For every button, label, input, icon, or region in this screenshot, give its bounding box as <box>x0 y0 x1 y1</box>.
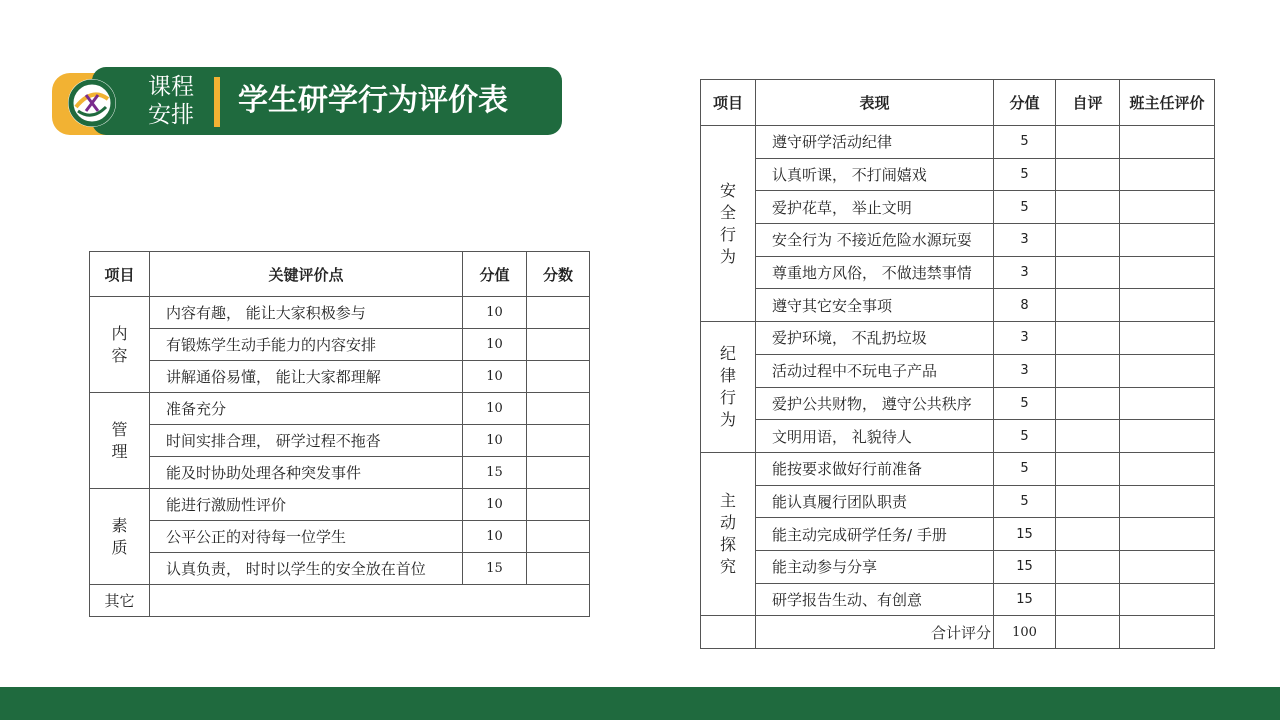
teacher-eval-total-cell[interactable] <box>1120 616 1215 649</box>
teacher-eval-cell[interactable] <box>1120 452 1215 485</box>
self-eval-cell[interactable] <box>1056 322 1120 355</box>
evaluation-point: 能进行激励性评价 <box>150 489 463 521</box>
score-value: 10 <box>463 393 527 425</box>
teacher-eval-cell[interactable] <box>1120 158 1215 191</box>
teacher-eval-cell[interactable] <box>1120 387 1215 420</box>
score-value: 3 <box>994 354 1056 387</box>
banner-divider <box>214 77 220 127</box>
table-row <box>701 518 1215 551</box>
category-label: 主动探究 <box>719 491 736 577</box>
banner-subtitle <box>148 73 208 129</box>
score-value: 10 <box>463 521 527 553</box>
teacher-eval-cell[interactable] <box>1120 518 1215 551</box>
category-label: 素质 <box>111 515 128 557</box>
table-row <box>701 485 1215 518</box>
teacher-eval-cell[interactable] <box>1120 420 1215 453</box>
self-eval-cell[interactable] <box>1056 158 1120 191</box>
behavior-item: 文明用语， 礼貌待人 <box>756 420 994 453</box>
page-title: 学生研学行为评价表 <box>238 83 508 118</box>
category-label: 管理 <box>111 419 128 461</box>
self-eval-cell[interactable] <box>1056 420 1120 453</box>
self-eval-cell[interactable] <box>1056 354 1120 387</box>
category-cell <box>90 489 150 585</box>
self-eval-cell[interactable] <box>1056 126 1120 159</box>
header-cell: 分值 <box>463 252 527 297</box>
teacher-eval-cell[interactable] <box>1120 191 1215 224</box>
score-value: 5 <box>994 485 1056 518</box>
table-header-row <box>90 252 590 297</box>
category-cell <box>701 452 756 615</box>
score-value: 5 <box>994 158 1056 191</box>
score-value: 15 <box>463 457 527 489</box>
score-input-cell[interactable] <box>527 457 590 489</box>
table-row <box>701 289 1215 322</box>
table-row <box>90 329 590 361</box>
evaluation-point: 准备充分 <box>150 393 463 425</box>
behavior-item: 活动过程中不玩电子产品 <box>756 354 994 387</box>
total-empty-cell <box>701 616 756 649</box>
behavior-item: 能按要求做好行前准备 <box>756 452 994 485</box>
evaluation-point: 公平公正的对待每一位学生 <box>150 521 463 553</box>
behavior-item: 尊重地方风俗， 不做违禁事情 <box>756 256 994 289</box>
table-row <box>701 387 1215 420</box>
table-row <box>90 553 590 585</box>
table-header-row <box>701 80 1215 126</box>
table-row <box>90 457 590 489</box>
behavior-item: 认真听课， 不打闹嬉戏 <box>756 158 994 191</box>
table-row <box>701 420 1215 453</box>
score-value: 10 <box>463 425 527 457</box>
evaluation-point: 讲解通俗易懂， 能让大家都理解 <box>150 361 463 393</box>
score-value: 5 <box>994 387 1056 420</box>
score-value: 10 <box>463 329 527 361</box>
self-eval-total-cell[interactable] <box>1056 616 1120 649</box>
other-label: 其它 <box>90 585 150 617</box>
score-input-cell[interactable] <box>527 361 590 393</box>
self-eval-cell[interactable] <box>1056 387 1120 420</box>
table-row <box>90 297 590 329</box>
self-eval-cell[interactable] <box>1056 191 1120 224</box>
teacher-eval-cell[interactable] <box>1120 354 1215 387</box>
self-eval-cell[interactable] <box>1056 289 1120 322</box>
category-label: 安全行为 <box>719 180 736 266</box>
banner-subtitle-line2: 安排 <box>148 102 194 128</box>
behavior-item: 能认真履行团队职责 <box>756 485 994 518</box>
score-value: 15 <box>994 518 1056 551</box>
score-value: 15 <box>994 550 1056 583</box>
other-input-cell[interactable] <box>150 585 590 617</box>
table-row <box>701 158 1215 191</box>
score-value: 8 <box>994 289 1056 322</box>
score-input-cell[interactable] <box>527 297 590 329</box>
evaluation-point: 有锻炼学生动手能力的内容安排 <box>150 329 463 361</box>
score-value: 5 <box>994 191 1056 224</box>
category-cell <box>90 297 150 393</box>
header-cell: 项目 <box>90 252 150 297</box>
self-eval-cell[interactable] <box>1056 256 1120 289</box>
behavior-item: 安全行为 不接近危险水源玩耍 <box>756 224 994 257</box>
category-label: 内容 <box>111 323 128 365</box>
header-cell: 自评 <box>1056 80 1120 126</box>
behavior-item: 遵守其它安全事项 <box>756 289 994 322</box>
total-value: 100 <box>994 616 1056 649</box>
behavior-item: 爱护花草， 举止文明 <box>756 191 994 224</box>
evaluation-point: 时间实排合理， 研学过程不拖沓 <box>150 425 463 457</box>
category-label: 纪律行为 <box>719 344 736 429</box>
score-input-cell[interactable] <box>527 521 590 553</box>
behavior-item: 爱护环境， 不乱扔垃圾 <box>756 322 994 355</box>
behavior-item: 能主动参与分享 <box>756 550 994 583</box>
teacher-eval-cell[interactable] <box>1120 289 1215 322</box>
category-cell <box>90 393 150 489</box>
header-cell: 关键评价点 <box>150 252 463 297</box>
evaluation-point: 能及时协助处理各种突发事件 <box>150 457 463 489</box>
score-value: 10 <box>463 297 527 329</box>
self-eval-cell[interactable] <box>1056 224 1120 257</box>
score-input-cell[interactable] <box>527 425 590 457</box>
header-cell: 班主任评价 <box>1120 80 1215 126</box>
table-row <box>701 583 1215 616</box>
self-eval-cell[interactable] <box>1056 583 1120 616</box>
total-label: 合计评分 <box>756 616 994 649</box>
score-value: 5 <box>994 452 1056 485</box>
score-value: 10 <box>463 361 527 393</box>
teacher-eval-cell[interactable] <box>1120 550 1215 583</box>
score-input-cell[interactable] <box>527 329 590 361</box>
score-input-cell[interactable] <box>527 553 590 585</box>
table-row <box>701 126 1215 159</box>
self-eval-cell[interactable] <box>1056 518 1120 551</box>
header-cell: 表现 <box>756 80 994 126</box>
table-row <box>90 361 590 393</box>
teacher-eval-cell[interactable] <box>1120 322 1215 355</box>
score-input-cell[interactable] <box>527 489 590 521</box>
behavior-item: 爱护公共财物， 遵守公共秩序 <box>756 387 994 420</box>
table-row <box>701 550 1215 583</box>
category-cell <box>701 126 756 322</box>
teacher-eval-cell[interactable] <box>1120 485 1215 518</box>
table-row <box>701 191 1215 224</box>
score-value: 5 <box>994 420 1056 453</box>
table-row <box>90 425 590 457</box>
table-row <box>701 322 1215 355</box>
student-behavior-table <box>700 79 1215 649</box>
table-row <box>701 256 1215 289</box>
header-cell: 分数 <box>527 252 590 297</box>
score-value: 5 <box>994 126 1056 159</box>
teacher-eval-cell[interactable] <box>1120 256 1215 289</box>
table-row <box>701 452 1215 485</box>
self-eval-cell[interactable] <box>1056 485 1120 518</box>
category-cell <box>701 322 756 453</box>
score-input-cell[interactable] <box>527 393 590 425</box>
table-row <box>701 354 1215 387</box>
self-eval-cell[interactable] <box>1056 452 1120 485</box>
evaluation-point: 认真负责， 时时以学生的安全放在首位 <box>150 553 463 585</box>
behavior-item: 遵守研学活动纪律 <box>756 126 994 159</box>
school-logo-icon <box>66 77 118 129</box>
teacher-eval-cell[interactable] <box>1120 126 1215 159</box>
score-value: 10 <box>463 489 527 521</box>
score-value: 3 <box>994 256 1056 289</box>
other-row <box>90 585 590 617</box>
table-row <box>701 224 1215 257</box>
course-evaluation-table <box>89 251 590 617</box>
teacher-eval-cell[interactable] <box>1120 224 1215 257</box>
behavior-item: 能主动完成研学任务/ 手册 <box>756 518 994 551</box>
header-banner <box>52 67 562 135</box>
total-row <box>701 616 1215 649</box>
table-row <box>90 521 590 553</box>
score-value: 15 <box>994 583 1056 616</box>
evaluation-point: 内容有趣， 能让大家积极参与 <box>150 297 463 329</box>
self-eval-cell[interactable] <box>1056 550 1120 583</box>
behavior-item: 研学报告生动、有创意 <box>756 583 994 616</box>
score-value: 3 <box>994 322 1056 355</box>
table-row <box>90 393 590 425</box>
footer-bar <box>0 687 1280 720</box>
header-cell: 分值 <box>994 80 1056 126</box>
teacher-eval-cell[interactable] <box>1120 583 1215 616</box>
banner-subtitle-line1: 课程 <box>148 74 194 100</box>
score-value: 15 <box>463 553 527 585</box>
score-value: 3 <box>994 224 1056 257</box>
table-row <box>90 489 590 521</box>
header-cell: 项目 <box>701 80 756 126</box>
